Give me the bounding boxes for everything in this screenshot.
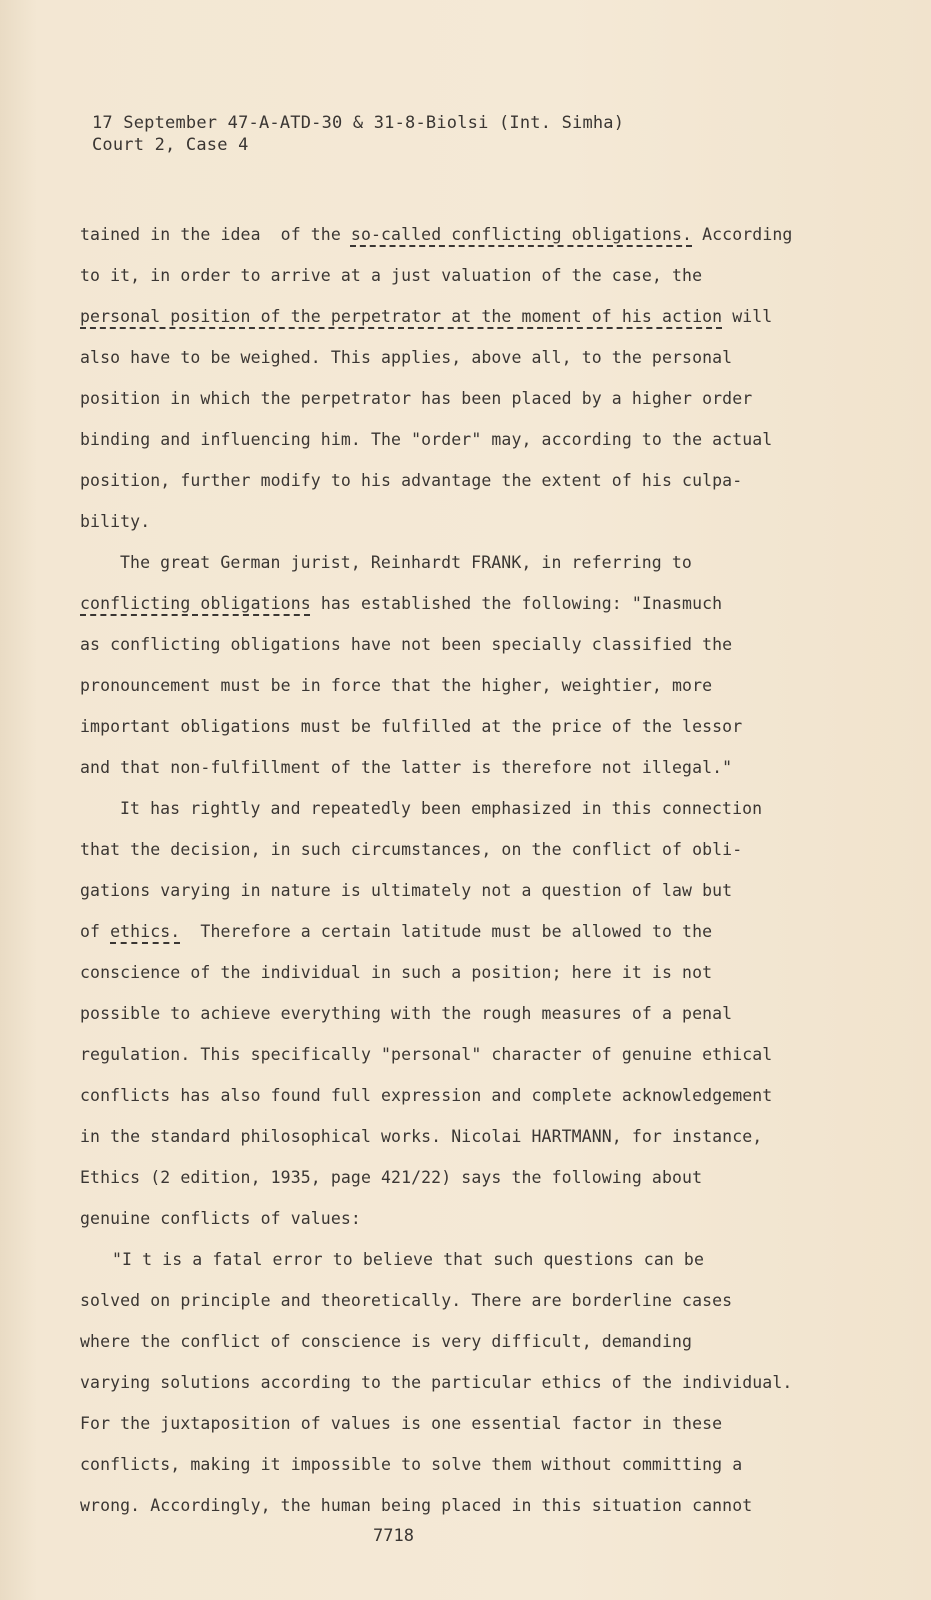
text-line: conscience of the individual in such a position; here it is not (80, 963, 713, 982)
text-line: important obligations must be fulfilled at the price of the lessor (80, 717, 743, 736)
page-number: 7718 (373, 1526, 414, 1546)
text-line: also have to be weighed. This applies, above all, to the personal (80, 348, 733, 367)
text-line: to it, in order to arrive at a just valuation of the case, the (80, 266, 703, 285)
text-span: will (722, 307, 773, 326)
text-line: as conflicting obligations have not been specially classified the (80, 635, 733, 654)
text-line: binding and influencing him. The "order" may, according to the actual (80, 430, 773, 449)
text-line (80, 214, 820, 255)
text-line: The great German jurist, Reinhardt FRANK, in referring to (120, 553, 692, 572)
text-line: genuine conflicts of values: (80, 1209, 361, 1228)
text-line: position in which the perpetrator has been placed by a higher order (80, 389, 753, 408)
text-line: where the conflict of conscience is very difficult, demanding (80, 1332, 693, 1351)
text-line: bility. (80, 512, 151, 531)
text-line (80, 911, 820, 952)
text-line: position, further modify to his advantage the extent of his culpa- (80, 471, 743, 490)
text-line: that the decision, in such circumstances, on the conflict of obli- (80, 840, 743, 859)
text-line: "I t is a fatal error to believe that such questions can be (112, 1250, 704, 1269)
text-line: in the standard philosophical works. Nicolai HARTMANN, for instance, (80, 1127, 763, 1146)
text-line: For the juxtaposition of values is one essential factor in these (80, 1414, 723, 1433)
header-case-reference: 17 September 47-A-ATD-30 & 31-8-Biolsi (Int. Simha) (92, 113, 625, 133)
text-line: and that non-fulfillment of the latter is therefore not illegal." (80, 758, 733, 777)
text-line: possible to achieve everything with the rough measures of a penal (80, 1004, 733, 1023)
underlined-phrase: conflicting obligations (80, 594, 311, 613)
text-line: solved on principle and theoretically. There are borderline cases (80, 1291, 733, 1310)
underlined-phrase: ethics. (110, 922, 181, 941)
text-line: Ethics (2 edition, 1935, page 421/22) says the following about (80, 1168, 703, 1187)
text-line: wrong. Accordingly, the human being placed in this situation cannot (80, 1496, 753, 1515)
text-span: has established the following: "Inasmuch (310, 594, 723, 613)
text-line: gations varying in nature is ultimately not a question of law but (80, 881, 733, 900)
text-line: regulation. This specifically "personal" character of genuine ethical (80, 1045, 773, 1064)
text-span: According (692, 225, 793, 244)
text-line: It has rightly and repeatedly been emphasized in this connection (120, 799, 763, 818)
text-line: conflicts, making it impossible to solve them without committing a (80, 1455, 743, 1474)
text-span: tained in the idea of the (80, 225, 351, 244)
text-line: pronouncement must be in force that the higher, weightier, more (80, 676, 713, 695)
text-line (80, 296, 820, 337)
text-span: Therefore a certain latitude must be allowed to the (180, 922, 713, 941)
text-line: conflicts has also found full expression and complete acknowledgement (80, 1086, 773, 1105)
text-line (80, 583, 820, 624)
text-line: varying solutions according to the particular ethics of the individual. (80, 1373, 793, 1392)
header-court-case: Court 2, Case 4 (92, 135, 249, 155)
document-header (92, 112, 624, 156)
text-span: of (80, 922, 111, 941)
document-body (80, 214, 820, 1526)
underlined-phrase: so-called conflicting obligations. (350, 225, 693, 244)
underlined-phrase: personal position of the perpetrator at the moment of his action (80, 307, 723, 326)
